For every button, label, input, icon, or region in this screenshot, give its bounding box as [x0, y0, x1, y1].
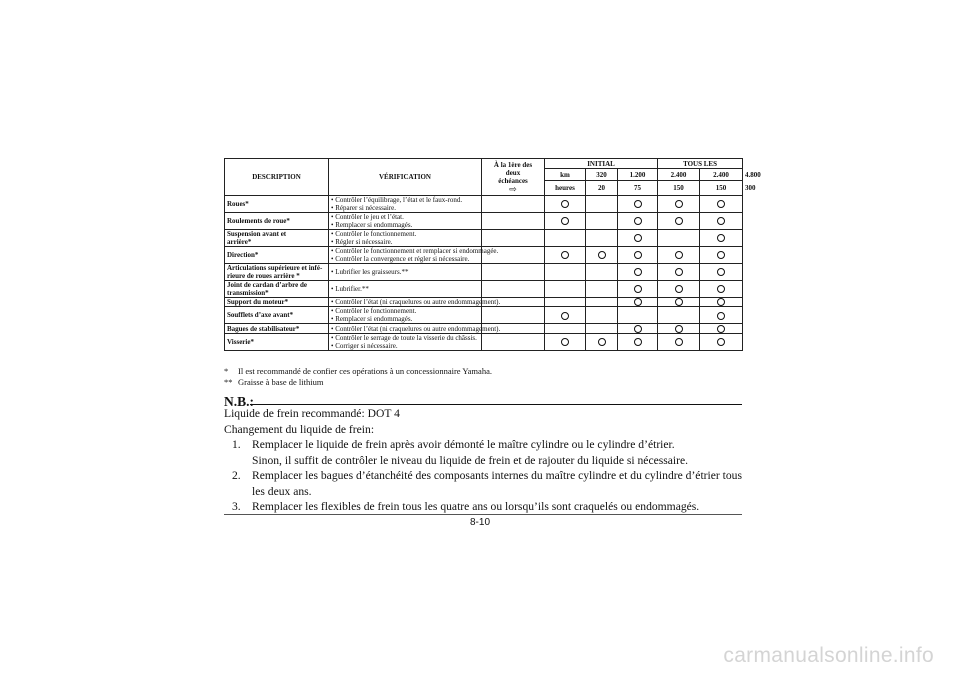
check-circle-icon [634, 200, 642, 208]
header-km-value: 2.400 [700, 169, 743, 181]
header-hours-value: 150 [700, 181, 743, 196]
interval-cell [545, 213, 586, 230]
check-circle-icon [717, 298, 725, 306]
verification-bullet [331, 268, 479, 276]
row-description [225, 333, 329, 350]
row-description [225, 230, 329, 247]
interval-cell [618, 247, 658, 264]
bullet-icon: • [331, 324, 336, 333]
list-line: Sinon, il suffit de contrôler le niveau du liquide de frein et de rajouter du liquide si nécessaire. [252, 453, 689, 467]
verification-bullet [331, 196, 479, 204]
recommended-fluid: Liquide de frein recommandé: DOT 4 [224, 407, 400, 420]
row-description-line: transmission* [227, 289, 269, 297]
verification-bullet [331, 307, 479, 315]
check-circle-icon [634, 298, 642, 306]
header-group-all: TOUS LES [658, 159, 743, 169]
verification-bullet [331, 230, 479, 238]
first-due-cell [482, 333, 545, 350]
check-circle-icon [598, 251, 606, 259]
verification-bullet [331, 255, 479, 263]
interval-cell [545, 324, 586, 333]
verification-bullet [331, 298, 501, 307]
row-description [225, 298, 329, 307]
interval-cell [700, 281, 743, 298]
interval-cell [618, 333, 658, 350]
table-row [225, 324, 743, 333]
check-circle-icon [717, 312, 725, 320]
interval-cell [658, 196, 700, 213]
check-circle-icon [634, 234, 642, 242]
check-circle-icon [634, 217, 642, 225]
row-description-line: Soufflets d’axe avant* [227, 311, 294, 320]
footnote-mark: * [224, 366, 229, 376]
interval-cell [658, 333, 700, 350]
bullet-icon: • [331, 196, 336, 204]
header-unit-hours: heures [545, 181, 586, 196]
interval-cell [658, 324, 700, 333]
check-circle-icon [561, 338, 569, 346]
check-circle-icon [598, 338, 606, 346]
table-row [225, 213, 743, 230]
check-circle-icon [561, 251, 569, 259]
interval-cell [618, 281, 658, 298]
table-row [225, 298, 743, 307]
row-verification [329, 230, 482, 247]
row-verification [329, 264, 482, 281]
header-unit-km: km [545, 169, 586, 181]
row-description-line: Visserie* [227, 337, 254, 346]
verification-text: Lubrifier.** [335, 285, 369, 293]
list-number: 2. [232, 469, 241, 482]
maintenance-table [224, 158, 761, 351]
right-arrow-icon: ⇨ [509, 183, 517, 194]
watermark: carmanualsonline.info [723, 644, 934, 667]
row-description-line: rieure de roues arrière * [227, 272, 300, 280]
verification-bullet [331, 221, 479, 229]
list-number: 1. [232, 438, 241, 451]
verification-bullet [331, 238, 479, 246]
row-description [225, 213, 329, 230]
check-circle-icon [717, 234, 725, 242]
bullet-icon: • [331, 268, 336, 276]
row-description-line: Articulations supérieure et infé- [227, 264, 323, 272]
verification-text: Contrôler le fonctionnement et remplacer si endommagée. [335, 247, 499, 255]
header-hours-value: 20 [586, 181, 618, 196]
interval-cell [545, 281, 586, 298]
table-row [225, 307, 743, 324]
check-circle-icon [675, 251, 683, 259]
bullet-icon: • [331, 230, 336, 238]
check-circle-icon [675, 268, 683, 276]
interval-cell [586, 333, 618, 350]
interval-cell [586, 213, 618, 230]
first-due-cell [482, 281, 545, 298]
interval-cell [545, 196, 586, 213]
first-due-cell [482, 307, 545, 324]
interval-cell [586, 298, 618, 307]
row-description-line: Direction* [227, 251, 259, 259]
verification-text: Remplacer si endommagés. [335, 315, 413, 324]
nb-rule [250, 404, 742, 405]
interval-cell [658, 247, 700, 264]
interval-cell [545, 307, 586, 324]
check-circle-icon [675, 217, 683, 225]
interval-cell [586, 247, 618, 264]
interval-cell [700, 298, 743, 307]
header-first-due-line: échéances [498, 176, 528, 185]
verification-bullet [331, 342, 479, 350]
check-circle-icon [675, 285, 683, 293]
verification-bullet [331, 247, 499, 255]
check-circle-icon [717, 217, 725, 225]
row-description-line: Suspension avant et [227, 230, 287, 238]
list-item [232, 437, 746, 468]
interval-cell [545, 264, 586, 281]
interval-cell [658, 281, 700, 298]
table-row [225, 247, 743, 264]
bullet-icon: • [331, 341, 336, 350]
verification-text: Réparer si nécessaire. [335, 204, 397, 212]
bullet-icon: • [331, 221, 336, 229]
check-circle-icon [634, 338, 642, 346]
interval-cell [700, 196, 743, 213]
bullet-icon: • [331, 285, 336, 293]
header-hours-row: heures 20 75 150 150 300 [225, 181, 743, 196]
row-description [225, 307, 329, 324]
interval-cell [700, 247, 743, 264]
verification-text: Contrôler l’équilibrage, l’état et le faux-rond. [335, 196, 463, 204]
bullet-icon: • [331, 238, 336, 246]
header-first-due-line: deux [505, 168, 521, 177]
interval-cell [618, 230, 658, 247]
verification-text: Lubrifier les graisseurs.** [335, 268, 409, 276]
row-description-line: Joint de cardan d’arbre de [227, 281, 307, 289]
bottom-rule [224, 514, 742, 515]
interval-cell [658, 230, 700, 247]
interval-cell [586, 196, 618, 213]
footnote-text: Graisse à base de lithium [238, 377, 324, 387]
interval-cell [586, 307, 618, 324]
row-verification [329, 307, 482, 324]
interval-cell [700, 324, 743, 333]
list-item [232, 468, 746, 499]
list-text [252, 437, 746, 468]
interval-cell [700, 307, 743, 324]
footnotes [224, 366, 744, 388]
interval-cell [586, 264, 618, 281]
bullet-icon: • [331, 333, 336, 342]
check-circle-icon [634, 251, 642, 259]
table-row [225, 264, 743, 281]
verification-text: Régler si nécessaire. [335, 238, 393, 246]
verification-text: Contrôler l’état (ni craquelures ou autre endommagement). [335, 324, 501, 333]
header-first-due [482, 159, 545, 196]
verification-bullet [331, 213, 479, 221]
check-circle-icon [675, 200, 683, 208]
interval-cell [586, 324, 618, 333]
check-circle-icon [561, 200, 569, 208]
header-km-row: km 320 1.200 2.400 2.400 4.800 [225, 169, 743, 181]
interval-cell [586, 230, 618, 247]
nb-body [224, 406, 746, 515]
interval-cell [545, 247, 586, 264]
header-km-value: 2.400 [658, 169, 700, 181]
verification-bullet [331, 315, 479, 323]
header-km-value: 320 [586, 169, 618, 181]
interval-cell [700, 213, 743, 230]
verification-text: Remplacer si endommagés. [335, 221, 413, 229]
bullet-icon: • [331, 213, 336, 221]
verification-text: Contrôler le jeu et l’état. [335, 213, 404, 221]
row-description-line: Roues* [227, 200, 249, 208]
check-circle-icon [675, 298, 683, 306]
interval-cell [545, 333, 586, 350]
check-circle-icon [717, 285, 725, 293]
interval-cell [700, 333, 743, 350]
footnote [224, 366, 744, 377]
verification-text: Contrôler le serrage de toute la visserie du châssis. [335, 333, 477, 342]
list-number: 3. [232, 500, 241, 513]
row-description-line: Roulements de roue* [227, 217, 290, 225]
first-due-cell [482, 264, 545, 281]
footnote [224, 377, 744, 388]
table-row [225, 230, 743, 247]
interval-cell [586, 281, 618, 298]
first-due-cell [482, 230, 545, 247]
page-number: 8-10 [469, 517, 490, 528]
header-hours-value: 150 [658, 181, 700, 196]
interval-cell [658, 307, 700, 324]
interval-cell [618, 196, 658, 213]
row-description [225, 281, 329, 298]
verification-text: Corriger si nécessaire. [335, 341, 398, 350]
verification-bullet [331, 204, 479, 212]
header-first-due-line: À la 1ère des [493, 160, 533, 169]
header-group-initial: INITIAL [545, 159, 658, 169]
check-circle-icon [634, 285, 642, 293]
row-verification [329, 298, 501, 307]
bullet-icon: • [331, 307, 336, 316]
interval-cell [545, 230, 586, 247]
interval-cell [658, 213, 700, 230]
list-line: Remplacer le liquide de frein après avoir démonté le maître cylindre ou le cylindre d’étrier. [252, 438, 675, 451]
row-description [225, 247, 329, 264]
header-hours-value: 75 [618, 181, 658, 196]
table-row [225, 333, 743, 350]
verification-bullet [331, 334, 479, 342]
list-text: Remplacer les flexibles de frein tous les quatre ans ou lorsqu’ils sont craquelés ou endommagés. [252, 500, 700, 513]
change-title: Changement du liquide de frein: [224, 422, 375, 436]
nb-title: N.B.: [224, 394, 254, 409]
first-due-cell [482, 213, 545, 230]
row-description-line: arrière* [227, 238, 252, 246]
row-verification [329, 196, 482, 213]
verification-bullet [331, 285, 479, 293]
bullet-icon: • [331, 315, 336, 324]
header-description: DESCRIPTION [225, 159, 329, 196]
interval-cell [618, 298, 658, 307]
interval-cell [545, 298, 586, 307]
first-due-cell [482, 196, 545, 213]
interval-cell [658, 264, 700, 281]
check-circle-icon [717, 325, 725, 333]
check-circle-icon [717, 268, 725, 276]
check-circle-icon [561, 312, 569, 320]
interval-cell [618, 307, 658, 324]
maintenance-table-body [225, 196, 743, 351]
check-circle-icon [561, 217, 569, 225]
verification-text: Contrôler la convergence et régler si nécessaire. [335, 255, 470, 263]
header-km-value: 1.200 [618, 169, 658, 181]
bullet-icon: • [331, 204, 336, 212]
check-circle-icon [717, 338, 725, 346]
check-circle-icon [717, 251, 725, 259]
bullet-icon: • [331, 298, 336, 307]
table-row [225, 281, 743, 298]
row-verification [329, 324, 501, 333]
table-row [225, 196, 743, 213]
row-verification [329, 247, 499, 264]
verification-text: Contrôler le fonctionnement. [335, 230, 417, 238]
row-verification [329, 213, 482, 230]
row-description [225, 324, 329, 333]
check-circle-icon [675, 338, 683, 346]
footnote-mark: ** [224, 377, 233, 387]
list-text: Remplacer les bagues d’étanchéité des composants internes du maître cylindre et du cylindre d’étrier tous les deux ans. [252, 469, 742, 498]
list-item [232, 499, 746, 515]
check-circle-icon [634, 325, 642, 333]
row-verification [329, 281, 482, 298]
row-description-line: Support du moteur* [227, 298, 289, 307]
verification-bullet [331, 324, 501, 333]
bullet-icon: • [331, 247, 336, 255]
row-description [225, 264, 329, 281]
interval-cell [618, 324, 658, 333]
header-verification: VÉRIFICATION [329, 159, 482, 196]
interval-cell [700, 264, 743, 281]
verification-text: Contrôler l’état (ni craquelures ou autre endommagement). [335, 298, 501, 307]
check-circle-icon [717, 200, 725, 208]
row-description-line: Bagues de stabilisateur* [227, 324, 300, 333]
check-circle-icon [675, 325, 683, 333]
interval-cell [618, 264, 658, 281]
interval-cell [618, 213, 658, 230]
bullet-icon: • [331, 255, 336, 263]
check-circle-icon [634, 268, 642, 276]
interval-cell [700, 230, 743, 247]
footnote-text: Il est recommandé de confier ces opérations à un concessionnaire Yamaha. [238, 366, 492, 376]
interval-cell [658, 298, 700, 307]
row-verification [329, 333, 482, 350]
row-description [225, 196, 329, 213]
verification-text: Contrôler le fonctionnement. [335, 307, 417, 316]
instruction-list [224, 437, 746, 515]
